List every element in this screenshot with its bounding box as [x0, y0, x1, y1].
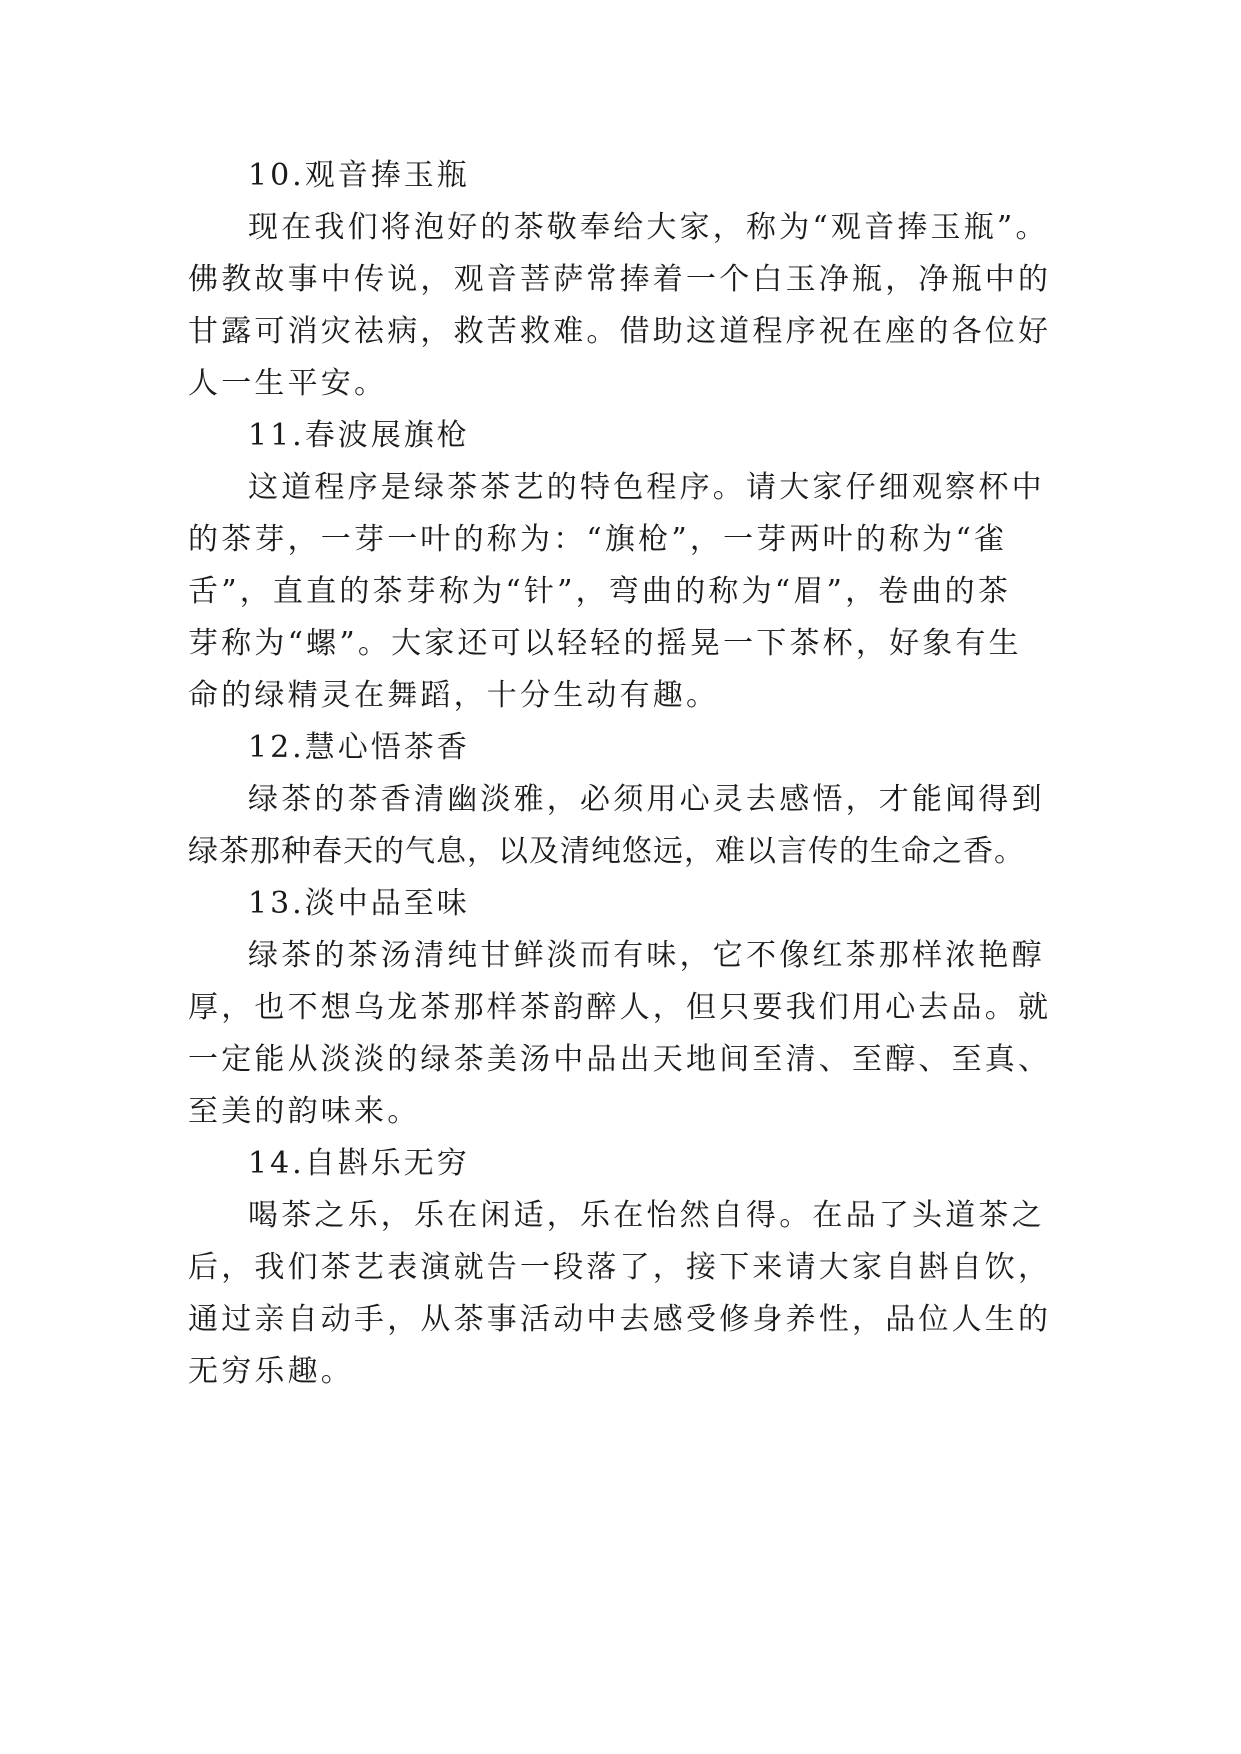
paragraph-line: 人一生平安。 [188, 366, 388, 401]
paragraph-line: 芽称为“螺”。大家还可以轻轻的摇晃一下茶杯，好象有生 [188, 626, 1022, 661]
paragraph-line: 无穷乐趣。 [188, 1354, 354, 1389]
paragraph-line: 通过亲自动手，从茶事活动中去感受修身养性，品位人生的 [188, 1302, 1052, 1337]
paragraph-line: 舌”，直直的茶芽称为“针”，弯曲的称为“眉”，卷曲的茶 [188, 574, 1012, 609]
section-heading-11: 11.春波展旗枪 [248, 418, 470, 453]
paragraph-line: 绿茶那种春天的气息，以及清纯悠远，难以言传的生命之香。 [188, 834, 1025, 869]
paragraph-line: 后，我们茶艺表演就告一段落了，接下来请大家自斟自饮， [188, 1250, 1052, 1285]
paragraph-line: 这道程序是绿茶茶艺的特色程序。请大家仔细观察杯中 [248, 470, 1045, 505]
paragraph-line: 喝茶之乐，乐在闲适，乐在怡然自得。在品了头道茶之 [248, 1198, 1045, 1233]
section-heading-10: 10.观音捧玉瓶 [248, 158, 470, 193]
section-heading-12: 12.慧心悟茶香 [248, 730, 470, 765]
paragraph-line: 甘露可消灾祛病，救苦救难。借助这道程序祝在座的各位好 [188, 314, 1052, 349]
paragraph-line: 一定能从淡淡的绿茶美汤中品出天地间至清、至醇、至真、 [188, 1042, 1052, 1077]
section-heading-13: 13.淡中品至味 [248, 886, 470, 921]
paragraph-line: 现在我们将泡好的茶敬奉给大家，称为“观音捧玉瓶”。 [248, 210, 1049, 245]
paragraph-line: 命的绿精灵在舞蹈，十分生动有趣。 [188, 678, 720, 713]
paragraph-line: 至美的韵味来。 [188, 1094, 421, 1129]
paragraph-line: 绿茶的茶汤清纯甘鲜淡而有味，它不像红茶那样浓艳醇 [248, 938, 1045, 973]
paragraph-line: 绿茶的茶香清幽淡雅，必须用心灵去感悟，才能闻得到 [248, 782, 1045, 817]
paragraph-line: 佛教故事中传说，观音菩萨常捧着一个白玉净瓶，净瓶中的 [188, 262, 1052, 297]
paragraph-line: 厚，也不想乌龙茶那样茶韵醉人，但只要我们用心去品。就 [188, 990, 1052, 1025]
paragraph-line: 的茶芽，一芽一叶的称为：“旗枪”，一芽两叶的称为“雀 [188, 522, 1008, 557]
section-heading-14: 14.自斟乐无穷 [248, 1146, 470, 1181]
